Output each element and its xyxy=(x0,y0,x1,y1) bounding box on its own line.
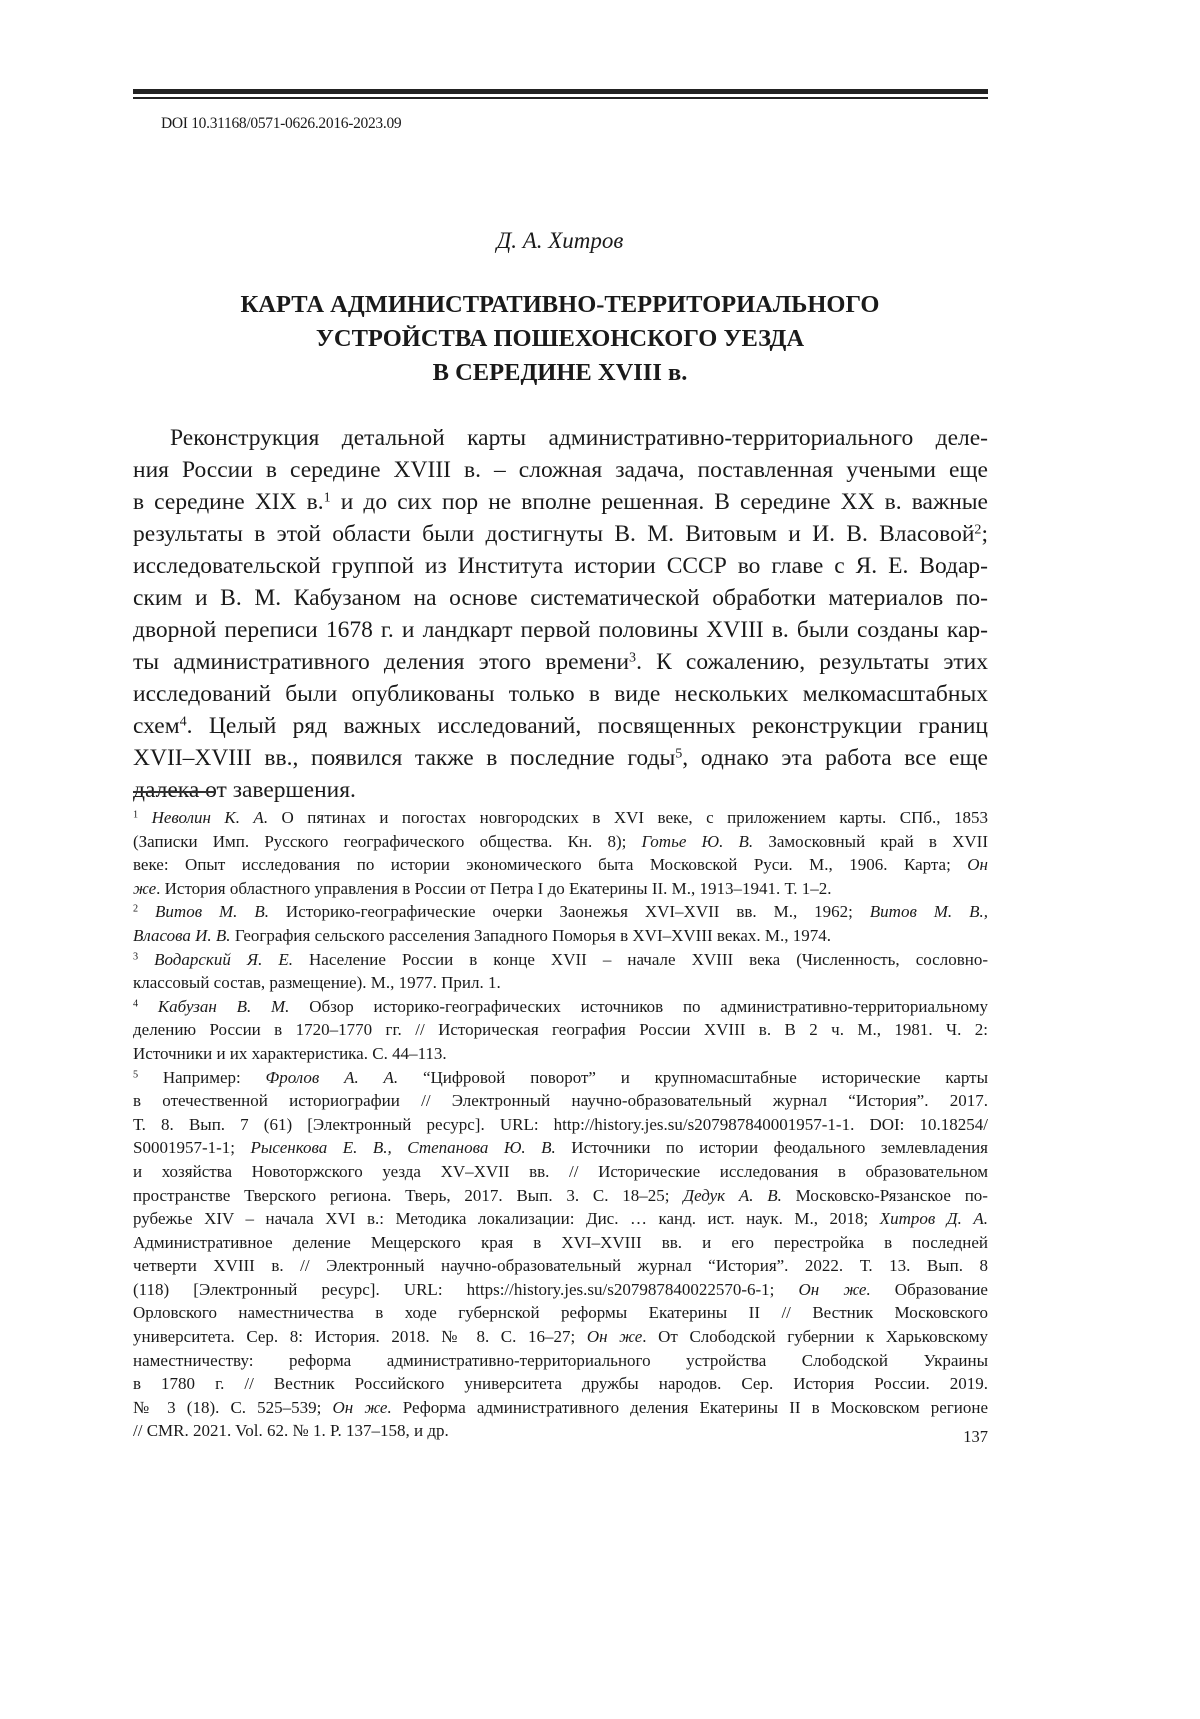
footnote-marker: 3 xyxy=(133,951,138,962)
title-line: КАРТА АДМИНИСТРАТИВНО-ТЕРРИТОРИАЛЬНОГО xyxy=(0,288,1120,322)
text-run: классовый состав, размещение). М., 1977. Прил. 1. xyxy=(133,973,501,992)
body-line xyxy=(133,550,988,582)
body-line xyxy=(133,454,988,486)
footnote-line xyxy=(133,1207,988,1231)
text-run: и до сих пор не вполне решенная. В середине XX в. важные xyxy=(331,489,988,515)
text-run xyxy=(138,902,155,921)
italic-author: Он xyxy=(967,855,988,874)
text-run: География сельского расселения Западного Поморья в XVI–XVIII веках. М., 1974. xyxy=(231,926,831,945)
text-run: исследовательской группой из Института истории СССР во главе с Я. Е. Водар- xyxy=(133,553,988,579)
text-run: Историко-географические очерки Заонежья XVI–XVII вв. М., 1962; xyxy=(269,902,870,921)
text-run: № 3 (18). С. 525–539; xyxy=(133,1398,333,1417)
page-number: 137 xyxy=(963,1427,988,1447)
text-run: Т. 8. Вып. 7 (61) [Электронный ресурс]. URL: http://history.jes.su/s207987840001957-1-1. DOI: 10.18254/ xyxy=(133,1115,988,1134)
text-run: “Цифровой поворот” и крупномасштабные исторические карты xyxy=(398,1068,988,1087)
footnote-marker: 1 xyxy=(324,489,331,505)
footnote-marker: 2 xyxy=(133,904,138,915)
footnote-line xyxy=(133,1231,988,1255)
author: Д. А. Хитров xyxy=(0,228,1120,254)
footnote-marker: 5 xyxy=(133,1069,138,1080)
footnote-line xyxy=(133,830,988,854)
italic-author: Неволин К. А. xyxy=(152,808,269,827)
text-run: ; xyxy=(981,521,988,547)
text-run: Источники и их характеристика. С. 44–113. xyxy=(133,1044,447,1063)
text-run: делению России в 1720–1770 гг. // Историческая география России XVIII в. В 2 ч. М., 1981. Ч. 2: xyxy=(133,1020,988,1039)
footnote-line xyxy=(133,1396,988,1420)
text-run: (118) [Электронный ресурс]. URL: https://history.jes.su/s207987840022570-6-1; xyxy=(133,1280,799,1299)
footnote-line xyxy=(133,1278,988,1302)
footnote-line xyxy=(133,1301,988,1325)
italic-author: Он же. xyxy=(799,1280,871,1299)
footnote-line xyxy=(133,1113,988,1137)
text-run: и хозяйства Новоторжского уезда XV–XVII вв. // Исторические исследования в образовательном xyxy=(133,1162,988,1181)
italic-author: Рысенкова Е. В., Степанова Ю. В. xyxy=(251,1138,556,1157)
body-line xyxy=(133,646,988,678)
italic-author: Готье Ю. В. xyxy=(642,832,754,851)
italic-author: Дедук А. В. xyxy=(683,1186,782,1205)
footnotes xyxy=(133,806,988,1443)
footnote-line xyxy=(133,1018,988,1042)
body-line xyxy=(133,582,988,614)
text-run xyxy=(138,950,154,969)
footnote-line xyxy=(133,1325,988,1349)
text-run: Московско-Рязанское по- xyxy=(782,1186,988,1205)
footnote-marker: 4 xyxy=(180,713,187,729)
text-run: наместничеству: реформа административно-территориального устройства Слободской Украины xyxy=(133,1351,988,1370)
footnote-line xyxy=(133,877,988,901)
text-run: четверти XVIII в. // Электронный научно-образовательный журнал “История”. 2022. Т. 13. Вып. 8 xyxy=(133,1256,988,1275)
footnote-marker: 3 xyxy=(629,649,636,665)
body-line xyxy=(133,742,988,774)
text-run: Обзор историко-географических источников по административно-территориальному xyxy=(289,997,988,1016)
text-run: университета. Сер. 8: История. 2018. № 8. С. 16–27; xyxy=(133,1327,587,1346)
footnote-line xyxy=(133,924,988,948)
text-run: Реформа административного деления Екатерины II в Московском регионе xyxy=(392,1398,988,1417)
text-run: ния России в середине XVIII в. – сложная задача, поставленная учеными еще xyxy=(133,457,988,483)
footnote-marker: 5 xyxy=(675,745,682,761)
body-line xyxy=(133,710,988,742)
footnote-line xyxy=(133,806,988,830)
title-line: УСТРОЙСТВА ПОШЕХОНСКОГО УЕЗДА xyxy=(0,322,1120,356)
footnote-line xyxy=(133,971,988,995)
footnote-line xyxy=(133,1254,988,1278)
text-run: . Целый ряд важных исследований, посвященных реконструкции границ xyxy=(187,713,988,739)
footnote-line xyxy=(133,900,988,924)
text-run: . От Слободской губернии к Харьковскому xyxy=(642,1327,988,1346)
italic-author: Он же xyxy=(587,1327,642,1346)
text-run: далека от завершения. xyxy=(133,777,356,803)
text-run: схем xyxy=(133,713,180,739)
article-title xyxy=(0,288,1120,390)
text-run xyxy=(138,808,151,827)
text-run: XVII–XVIII вв., появился также в последние годы xyxy=(133,745,675,771)
italic-author: Водарский Я. Е. xyxy=(154,950,293,969)
body-line xyxy=(133,614,988,646)
text-run: Реконструкция детальной карты административно-территориального деле- xyxy=(170,425,988,451)
doi: DOI 10.31168/0571-0626.2016-2023.09 xyxy=(161,115,401,133)
footnote-marker: 2 xyxy=(974,521,981,537)
text-run: веке: Опыт исследования по истории экономического быта Московской Руси. М., 1906. Карта; xyxy=(133,855,967,874)
body-line xyxy=(133,774,988,806)
text-run: Образование xyxy=(871,1280,988,1299)
italic-author: Фролов А. А. xyxy=(266,1068,399,1087)
text-run: Население России в конце XVII – начале XVIII века (Численность, сословно- xyxy=(293,950,988,969)
footnote-line xyxy=(133,1349,988,1373)
text-run: результаты в этой области были достигнуты В. М. Витовым и И. В. Власовой xyxy=(133,521,974,547)
footnote-line xyxy=(133,1160,988,1184)
body-line xyxy=(133,422,988,454)
text-run: ты административного деления этого времени xyxy=(133,649,629,675)
text-run: в 1780 г. // Вестник Российского университета дружбы народов. Сер. История России. 2019. xyxy=(133,1374,988,1393)
text-run: (Записки Имп. Русского географического общества. Кн. 8); xyxy=(133,832,642,851)
header-rule-thick xyxy=(133,89,988,94)
text-run: Источники по истории феодального землевладения xyxy=(556,1138,988,1157)
body-line xyxy=(133,518,988,550)
text-run: пространстве Тверского региона. Тверь, 2017. Вып. 3. С. 18–25; xyxy=(133,1186,683,1205)
footnote-line xyxy=(133,1184,988,1208)
title-line: В СЕРЕДИНЕ XVIII в. xyxy=(0,356,1120,390)
text-run: Административное деление Мещерского края в XVI–XVIII вв. и его перестройка в последней xyxy=(133,1233,988,1252)
text-run: S0001957-1-1; xyxy=(133,1138,251,1157)
body-text xyxy=(133,422,988,806)
text-run: ским и В. М. Кабузаном на основе систематической обработки материалов по- xyxy=(133,585,988,611)
italic-author: Власова И. В. xyxy=(133,926,231,945)
text-run: , однако эта работа все еще xyxy=(682,745,988,771)
footnote-line xyxy=(133,1042,988,1066)
text-run: . К сожалению, результаты этих xyxy=(636,649,988,675)
body-line xyxy=(133,486,988,518)
text-run: в середине XIX в. xyxy=(133,489,324,515)
footnote-line xyxy=(133,948,988,972)
text-run xyxy=(138,997,158,1016)
text-run: Замосковный край в XVII xyxy=(753,832,988,851)
italic-author: Витов М. В., xyxy=(870,902,988,921)
body-line xyxy=(133,678,988,710)
text-run: Орловского наместничества в ходе губернской реформы Екатерины II // Вестник Московского xyxy=(133,1303,988,1322)
text-run: в отечественной историографии // Электронный научно-образовательный журнал “История”. 2017. xyxy=(133,1091,988,1110)
footnote-line xyxy=(133,1136,988,1160)
header-rule-thin xyxy=(133,97,988,99)
text-run: О пятинах и погостах новгородских в XVI веке, с приложением карты. СПб., 1853 xyxy=(268,808,988,827)
italic-author: Кабузан В. М. xyxy=(158,997,290,1016)
italic-author: Он же. xyxy=(333,1398,392,1417)
footnote-marker: 4 xyxy=(133,998,138,1009)
footnote-separator xyxy=(133,791,215,793)
text-run: рубежье XIV – начала XVI в.: Методика локализации: Дис. … канд. ист. наук. М., 2018; xyxy=(133,1209,880,1228)
footnote-marker: 1 xyxy=(133,809,138,820)
footnote-line xyxy=(133,1066,988,1090)
footnote-line xyxy=(133,853,988,877)
footnote-line xyxy=(133,1372,988,1396)
footnote-line xyxy=(133,1419,988,1443)
text-run: . История областного управления в России от Петра I до Екатерины II. М., 1913–1941. Т. 1–2. xyxy=(156,879,831,898)
italic-author: же xyxy=(133,879,156,898)
italic-author: Витов М. В. xyxy=(155,902,269,921)
text-run: дворной переписи 1678 г. и ландкарт первой половины XVIII в. были созданы кар- xyxy=(133,617,988,643)
text-run: // CMR. 2021. Vol. 62. № 1. P. 137–158, и др. xyxy=(133,1421,449,1440)
footnote-line xyxy=(133,995,988,1019)
text-run: исследований были опубликованы только в виде нескольких мелкомасштабных xyxy=(133,681,988,707)
footnote-line xyxy=(133,1089,988,1113)
italic-author: Хитров Д. А. xyxy=(880,1209,988,1228)
text-run: Например: xyxy=(138,1068,265,1087)
